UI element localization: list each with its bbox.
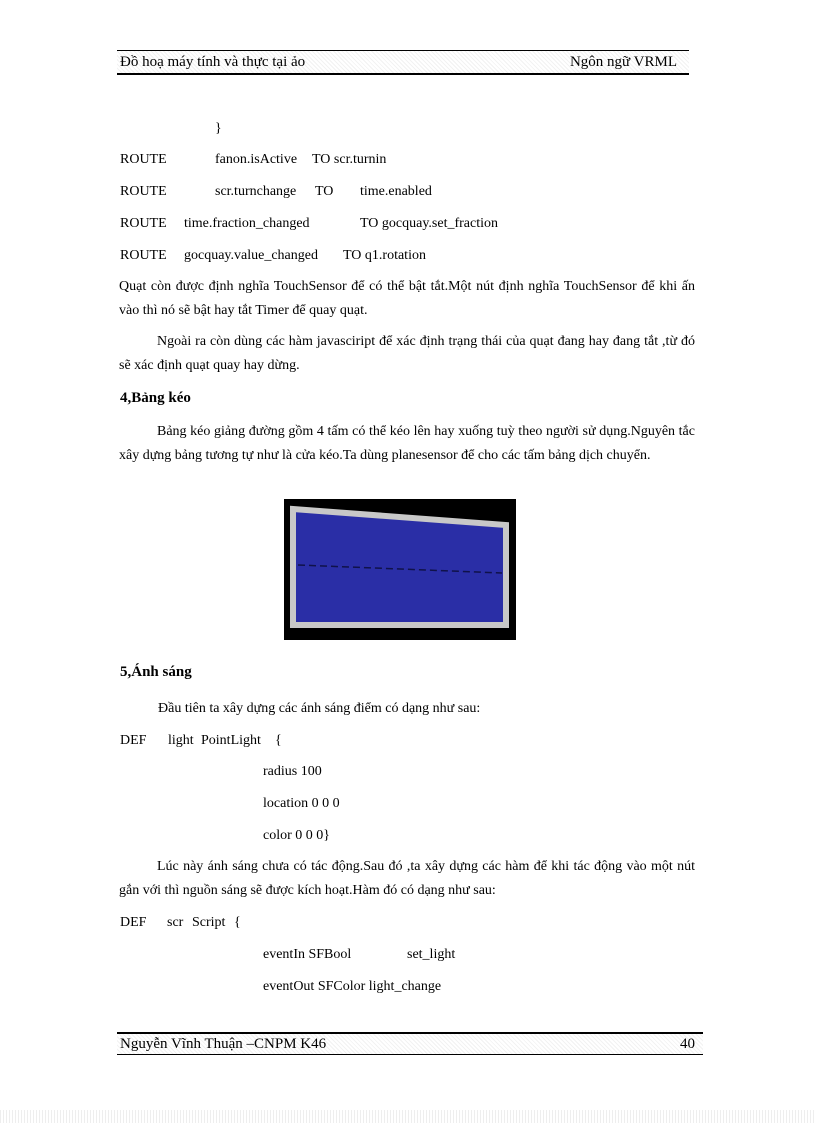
board-figure <box>284 499 516 640</box>
section-5-paragraph: Lúc này ánh sáng chưa có tác động.Sau đó ,ta xây dựng các hàm để khi tác động vào một nút gắn với thì nguồn sáng sẽ được kích hoạt.Hàm đó có dạng như sau: <box>119 859 695 898</box>
section-4-paragraph: Bảng kéo giảng đường gồm 4 tấm có thể kéo lên hay xuống tuỳ theo người sử dụng.Nguyên tắc xây dựng bảng tương tự như là cửa kéo.Ta dùng planesensor để cho các tấm bảng dịch chuyển. <box>119 424 695 463</box>
route-from: fanon.isActive <box>215 152 298 167</box>
section-5-intro: Đầu tiên ta xây dựng các ánh sáng điểm có dạng như sau: <box>158 701 481 716</box>
board-illustration <box>284 499 516 640</box>
code-line: location 0 0 0 <box>263 796 340 811</box>
def-brace: { <box>234 915 241 930</box>
footer-author: Nguyễn Vĩnh Thuận –CNPM K46 <box>120 1036 327 1052</box>
route-from: time.fraction_changed <box>184 216 310 231</box>
route-to-keyword: TO <box>315 184 334 199</box>
def-keyword: DEF <box>120 915 147 930</box>
event-name: set_light <box>407 947 456 962</box>
def-type: PointLight <box>201 733 261 748</box>
route-from: scr.turnchange <box>215 184 297 199</box>
route-keyword: ROUTE <box>120 248 167 263</box>
paragraph-javascript: Ngoài ra còn dùng các hàm javasciript để xác định trạng thái của quạt đang hay đang tắt ,từ đó sẽ xác định quạt quay hay dừng. <box>119 334 695 373</box>
def-type: Script <box>192 915 226 930</box>
route-to: TO gocquay.set_fraction <box>360 216 499 231</box>
route-keyword: ROUTE <box>120 152 167 167</box>
route-from: gocquay.value_changed <box>184 248 318 263</box>
paragraph-touchsensor: Quạt còn được định nghĩa TouchSensor để có thể bật tắt.Một nút định nghĩa TouchSensor để khi ấn vào thì nó sẽ bật hay tắt Timer để quay quạt. <box>119 279 695 318</box>
page-number: 40 <box>680 1036 695 1052</box>
route-keyword: ROUTE <box>120 216 167 231</box>
page-footer <box>117 1032 703 1055</box>
def-keyword: DEF <box>120 733 147 748</box>
page-header <box>117 50 689 75</box>
section-4-heading: 4,Bảng kéo <box>120 390 191 406</box>
route-keyword: ROUTE <box>120 184 167 199</box>
code-line: color 0 0 0} <box>263 828 330 843</box>
section-5-heading: 5,Ánh sáng <box>120 664 192 680</box>
page-edge <box>0 1110 816 1123</box>
event-declaration: eventOut SFColor light_change <box>263 979 442 994</box>
event-declaration: eventIn SFBool <box>263 947 352 962</box>
route-to: time.enabled <box>360 184 432 199</box>
def-brace: { <box>275 733 282 748</box>
code-brace: } <box>215 121 222 136</box>
code-line: radius 100 <box>263 764 322 779</box>
board-panel <box>293 509 506 625</box>
header-chapter: Ngôn ngữ VRML <box>569 54 677 70</box>
route-to: TO q1.rotation <box>343 248 426 263</box>
route-to: TO scr.turnin <box>312 152 387 167</box>
def-name: light <box>168 733 194 748</box>
def-name: scr <box>167 915 184 930</box>
header-title: Đồ hoạ máy tính và thực tại ảo <box>120 54 306 70</box>
